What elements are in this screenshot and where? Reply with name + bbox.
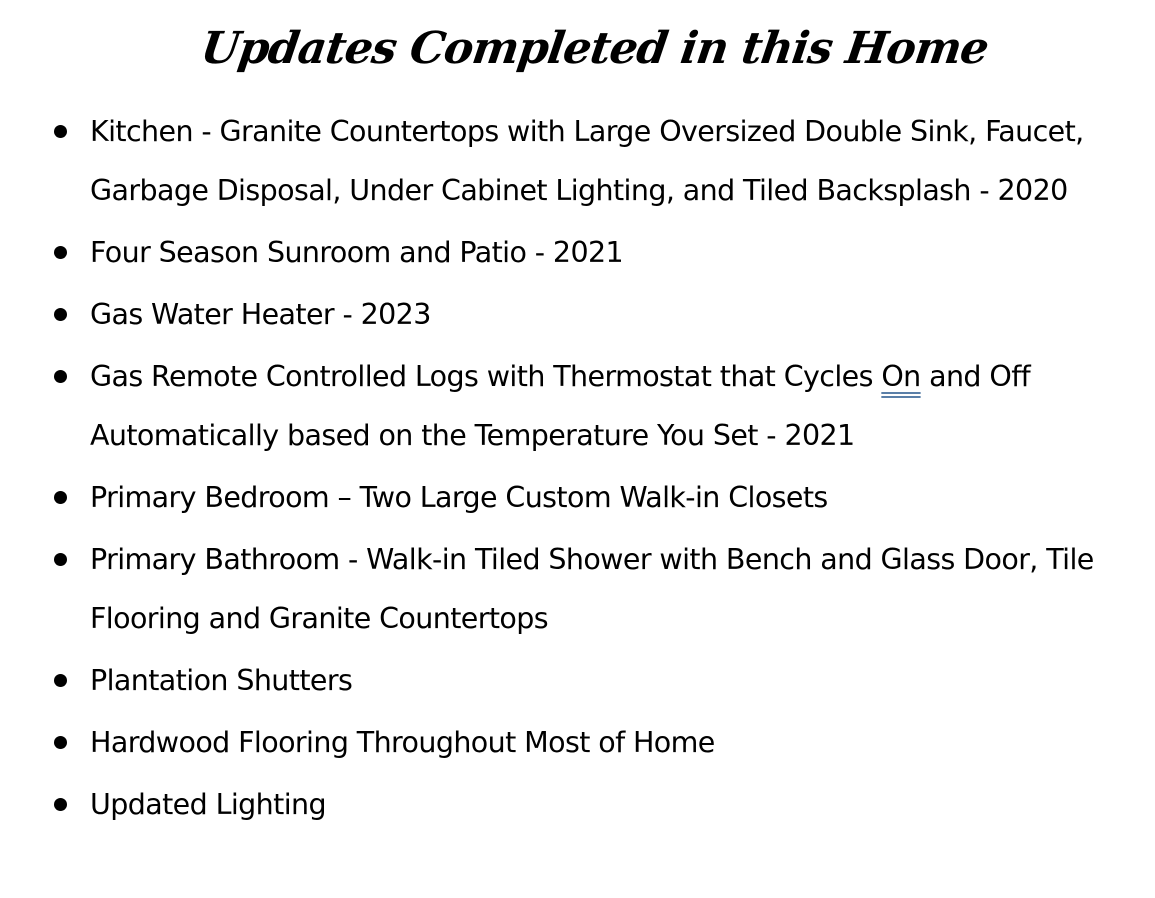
bullet-icon [54, 553, 67, 566]
list-item-kitchen [0, 102, 1155, 220]
bullet-icon [54, 674, 67, 687]
list-item-text: Four Season Sunroom and Patio - 2021 [90, 236, 624, 269]
bullet-icon [54, 246, 67, 259]
list-item-text-part: and Off Automatically based on the Temperature You Set - 2021 [90, 360, 1031, 452]
list-item-text-part: Gas Remote Controlled Logs with Thermostat that Cycles [90, 360, 882, 393]
list-item-text: Kitchen - Granite Countertops with Large Oversized Double Sink, Faucet, Garbage Disposal, Under Cabinet Lighting, and Tiled Backsplash - 2020 [90, 115, 1084, 207]
list-item-hardwood [0, 713, 1155, 772]
list-item-water-heater [0, 285, 1155, 344]
list-item-sunroom [0, 223, 1155, 282]
list-item-text: Primary Bathroom - Walk-in Tiled Shower with Bench and Glass Door, Tile Flooring and Granite Countertops [90, 543, 1094, 635]
bullet-icon [54, 370, 67, 383]
document-title: Updates Completed in this Home [197, 23, 992, 74]
list-item-text: Plantation Shutters [90, 664, 353, 697]
list-item-text: Primary Bedroom – Two Large Custom Walk-in Closets [90, 481, 828, 514]
list-item-primary-bedroom [0, 468, 1155, 527]
list-item-shutters [0, 651, 1155, 710]
bullet-icon [54, 125, 67, 138]
underlined-word: On [881, 360, 921, 393]
bullet-icon [54, 308, 67, 321]
list-item-text: Hardwood Flooring Throughout Most of Home [90, 726, 715, 759]
updates-list [0, 102, 1155, 837]
list-item-lighting [0, 775, 1155, 834]
list-item-primary-bathroom [0, 530, 1155, 648]
bullet-icon [54, 798, 67, 811]
bullet-icon [54, 491, 67, 504]
list-item-text [90, 347, 1115, 465]
list-item-gas-logs [0, 347, 1155, 465]
bullet-icon [54, 736, 67, 749]
list-item-text: Updated Lighting [90, 788, 326, 821]
list-item-text: Gas Water Heater - 2023 [90, 298, 431, 331]
